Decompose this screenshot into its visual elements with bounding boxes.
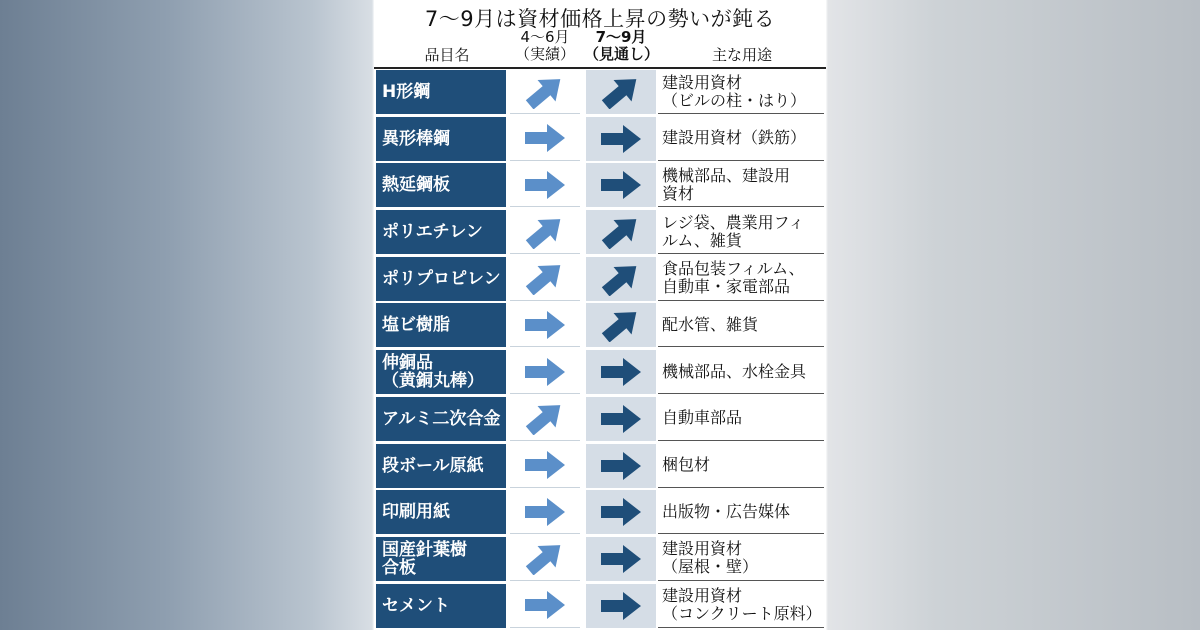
item-name: 熱延鋼板 [382,175,450,196]
trend-flat-arrow-icon [586,584,656,628]
table-row [374,536,826,583]
main-use-cell [658,490,824,534]
main-use-cell [658,117,824,161]
trend-flat-arrow-icon [586,490,656,534]
header-item-name: 品目名 [424,46,470,64]
trend-up-arrow-icon [510,397,580,441]
table-row [374,349,826,396]
item-name: ポリプロピレン [382,268,501,289]
main-use: 出版物・広告媒体 [662,501,791,521]
table-row [374,256,826,303]
item-name-cell [376,397,506,441]
trend-flat-arrow-icon [586,397,656,441]
main-use-detail: 資材 [662,183,695,203]
item-name-detail: （黄銅丸棒） [382,371,484,392]
header-q3 [584,29,658,63]
trend-flat-arrow-icon [510,444,580,488]
table-row [374,443,826,490]
item-name-cell [376,210,506,254]
item-name: 国産針葉樹 [382,539,467,560]
item-name-cell [376,117,506,161]
main-use: 機械部品、水栓金具 [662,361,807,381]
table-row [374,302,826,349]
main-use-detail: （ビルの柱・はり） [662,90,807,110]
item-name: 塩ビ樹脂 [382,315,450,336]
main-use-detail: ルム、雑貨 [662,230,742,250]
main-use: レジ袋、農業用フィ [662,212,805,232]
trend-flat-arrow-icon [586,444,656,488]
item-name: 伸銅品 [382,353,433,374]
table-row [374,583,826,630]
trend-flat-arrow-icon [586,350,656,394]
header-q3-period: 7〜9月 [595,28,647,46]
main-use: 食品包装フィルム、 [662,259,805,279]
item-name-cell [376,70,506,114]
infographic-card [374,0,826,630]
main-use-cell [658,257,824,301]
item-name-cell [376,163,506,207]
main-use-cell [658,584,824,628]
main-use-cell [658,303,824,347]
item-name: 段ボール原紙 [382,455,484,476]
table-row [374,489,826,536]
item-name-cell [376,444,506,488]
main-use-cell [658,163,824,207]
main-use-cell [658,444,824,488]
trend-flat-arrow-icon [510,350,580,394]
trend-up-arrow-icon [586,210,656,254]
main-use-detail: 自動車・家電部品 [662,277,791,297]
item-name: 印刷用紙 [382,502,450,523]
main-use-cell [658,70,824,114]
main-use: 機械部品、建設用 [662,165,791,185]
main-use: 自動車部品 [662,408,743,428]
trend-flat-arrow-icon [510,584,580,628]
table-row [374,116,826,163]
trend-flat-arrow-icon [586,537,656,581]
item-name-cell [376,303,506,347]
trend-flat-arrow-icon [510,303,580,347]
trend-flat-arrow-icon [586,163,656,207]
trend-up-arrow-icon [510,70,580,114]
main-use: 建設用資材（鉄筋） [662,128,807,148]
trend-up-arrow-icon [586,303,656,347]
header-q2 [508,29,582,63]
main-use-detail: （コンクリート原料） [662,604,822,624]
table-row [374,69,826,116]
header-q2-period: 4〜6月 [520,28,570,46]
main-use-cell [658,397,824,441]
main-use: 梱包材 [662,455,711,474]
item-name-detail: 合板 [382,557,416,578]
table-row [374,396,826,443]
main-use-cell [658,210,824,254]
main-use: 建設用資材 [662,72,743,92]
main-use: 配水管、雑貨 [662,314,759,334]
header-q2-note: （実績） [514,45,575,63]
item-name: セメント [382,595,450,616]
item-name-cell [376,584,506,628]
item-name: ポリエチレン [382,222,483,243]
trend-up-arrow-icon [510,537,580,581]
main-use-cell [658,537,824,581]
table-row [374,209,826,256]
item-name: アルミ二次合金 [382,408,501,429]
trend-up-arrow-icon [586,70,656,114]
item-name-cell [376,350,506,394]
item-name: H形鋼 [382,82,431,102]
chart-title: 7〜9月は資材価格上昇の勢いが鈍る [424,7,776,31]
main-use-cell [658,350,824,394]
trend-flat-arrow-icon [510,490,580,534]
trend-flat-arrow-icon [586,117,656,161]
table-body [374,69,826,629]
trend-up-arrow-icon [510,257,580,301]
main-use: 建設用資材 [662,539,743,559]
header-main-use: 主な用途 [711,46,772,64]
trend-up-arrow-icon [510,210,580,254]
item-name-cell [376,537,506,581]
table-row [374,162,826,209]
main-use-detail: （屋根・壁） [662,557,759,577]
trend-flat-arrow-icon [510,163,580,207]
header-q3-note: （見通し） [584,45,660,63]
trend-up-arrow-icon [586,257,656,301]
item-name-cell [376,257,506,301]
item-name-cell [376,490,506,534]
trend-flat-arrow-icon [510,117,580,161]
item-name: 異形棒鋼 [382,128,450,149]
main-use: 建設用資材 [662,586,743,606]
